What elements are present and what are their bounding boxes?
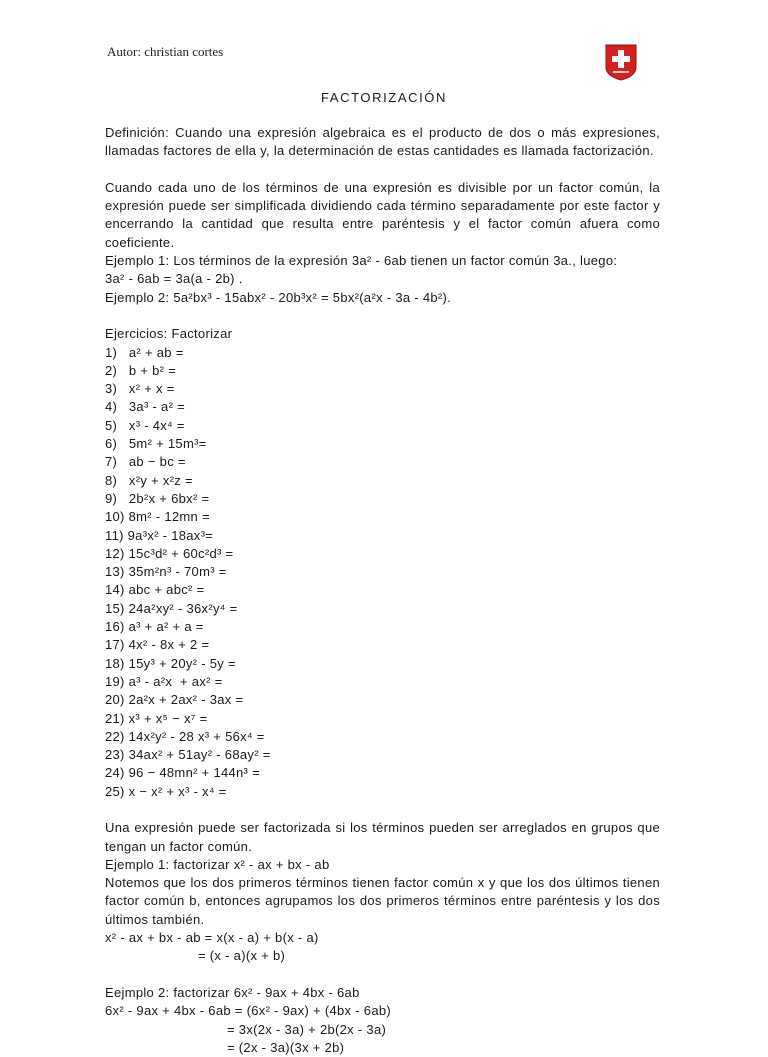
grouping-example2-step3: = (2x - 3a)(3x + 2b) [227,1039,345,1055]
example2-line: Ejemplo 2: 5a²bx³ - 15abx² - 20b³x² = 5bx²(a²x - 3a - 4b²). [105,289,452,305]
grouping-example1-step2: = (x - a)(x + b) [198,948,286,964]
document-body [105,124,660,1057]
exercise-item: 19) a³ - a²x + ax² = [105,673,223,689]
exercise-item: 9) 2b²x + 6bx² = [105,490,210,506]
exercise-item: 14) abc + abc² = [105,582,205,598]
exercise-item: 16) a³ + a² + a = [105,619,204,635]
exercise-item: 7) ab − bc = [105,454,186,470]
grouping-intro: Una expresión puede ser factorizada si los términos pueden ser arreglados en grupos que tengan un factor común. [105,820,660,854]
exercise-item: 1) a² + ab = [105,344,184,360]
exercise-item: 4) 3a³ - a² = [105,399,185,415]
exercise-item: 15) 24a²xy² - 36x²y⁴ = [105,600,238,616]
exercise-item: 17) 4x² - 8x + 2 = [105,637,210,653]
exercise-item: 11) 9a³x² - 18ax³= [105,527,214,543]
example1-line2: 3a² - 6ab = 3a(a - 2b) . [105,271,243,287]
exercise-list [105,344,660,801]
exercise-item: 21) x³ + x⁵ − x⁷ = [105,710,208,726]
exercise-item: 23) 34ax² + 51ay² - 68ay² = [105,747,271,763]
exercise-item: 6) 5m² + 15m³= [105,436,207,452]
grouping-example2-step1: 6x² - 9ax + 4bx - 6ab = (6x² - 9ax) + (4bx - 6ab) [105,1003,392,1019]
exercise-item: 25) x − x² + x³ - x⁴ = [105,783,227,799]
exercises-title: Ejercicios: Factorizar [105,326,233,342]
exercise-item: 20) 2a²x + 2ax² - 3ax = [105,692,244,708]
exercise-item: 12) 15c³d² + 60c²d³ = [105,545,234,561]
intro-paragraph: Cuando cada uno de los términos de una expresión es divisible por un factor común, la expresión puede ser simplificada dividiendo cada término separadamente por este factor y encerrando la cantidad que resulta entre paréntesis y el factor común afuera como coeficiente. [105,179,660,250]
exercise-item: 22) 14x²y² - 28 x³ + 56x⁴ = [105,728,265,744]
exercise-item: 3) x² + x = [105,381,175,397]
document-title: FACTORIZACIÓN [320,90,447,105]
grouping-example2-title: Eejmplo 2: factorizar 6x² - 9ax + 4bx - 6ab [105,984,360,1000]
exercise-item: 10) 8m² - 12mn = [105,509,210,525]
exercise-item: 24) 96 − 48mn² + 144n³ = [105,765,260,781]
grouping-example1-step1: x² - ax + bx - ab = x(x - a) + b(x - a) [105,930,319,946]
exercise-item: 18) 15y³ + 20y² - 5y = [105,655,236,671]
grouping-example2-step2: = 3x(2x - 3a) + 2b(2x - 3a) [227,1021,387,1037]
author-line: Autor: christian cortes [107,44,224,59]
example1-line1: Ejemplo 1: Los términos de la expresión 3a² - 6ab tienen un factor común 3a., luego: [105,253,618,269]
exercise-item: 8) x²y + x²z = [105,472,193,488]
exercise-item: 5) x³ - 4x⁴ = [105,417,185,433]
grouping-example1-title: Ejemplo 1: factorizar x² - ax + bx - ab [105,856,330,872]
grouping-example1-note: Notemos que los dos primeros términos tienen factor común x y que los dos últimos tienen factor común b, entonces agrupamos los dos primeros términos entre paréntesis y los dos últimos también. [105,875,660,927]
swiss-shield-logo-icon [604,43,638,81]
definition-paragraph: Definición: Cuando una expresión algebraica es el producto de dos o más expresiones, llamadas factores de ella y, la determinación de estas cantidades es llamada factorización. [105,125,660,159]
exercise-item: 13) 35m²n³ - 70m³ = [105,564,227,580]
exercise-item: 2) b + b² = [105,362,177,378]
